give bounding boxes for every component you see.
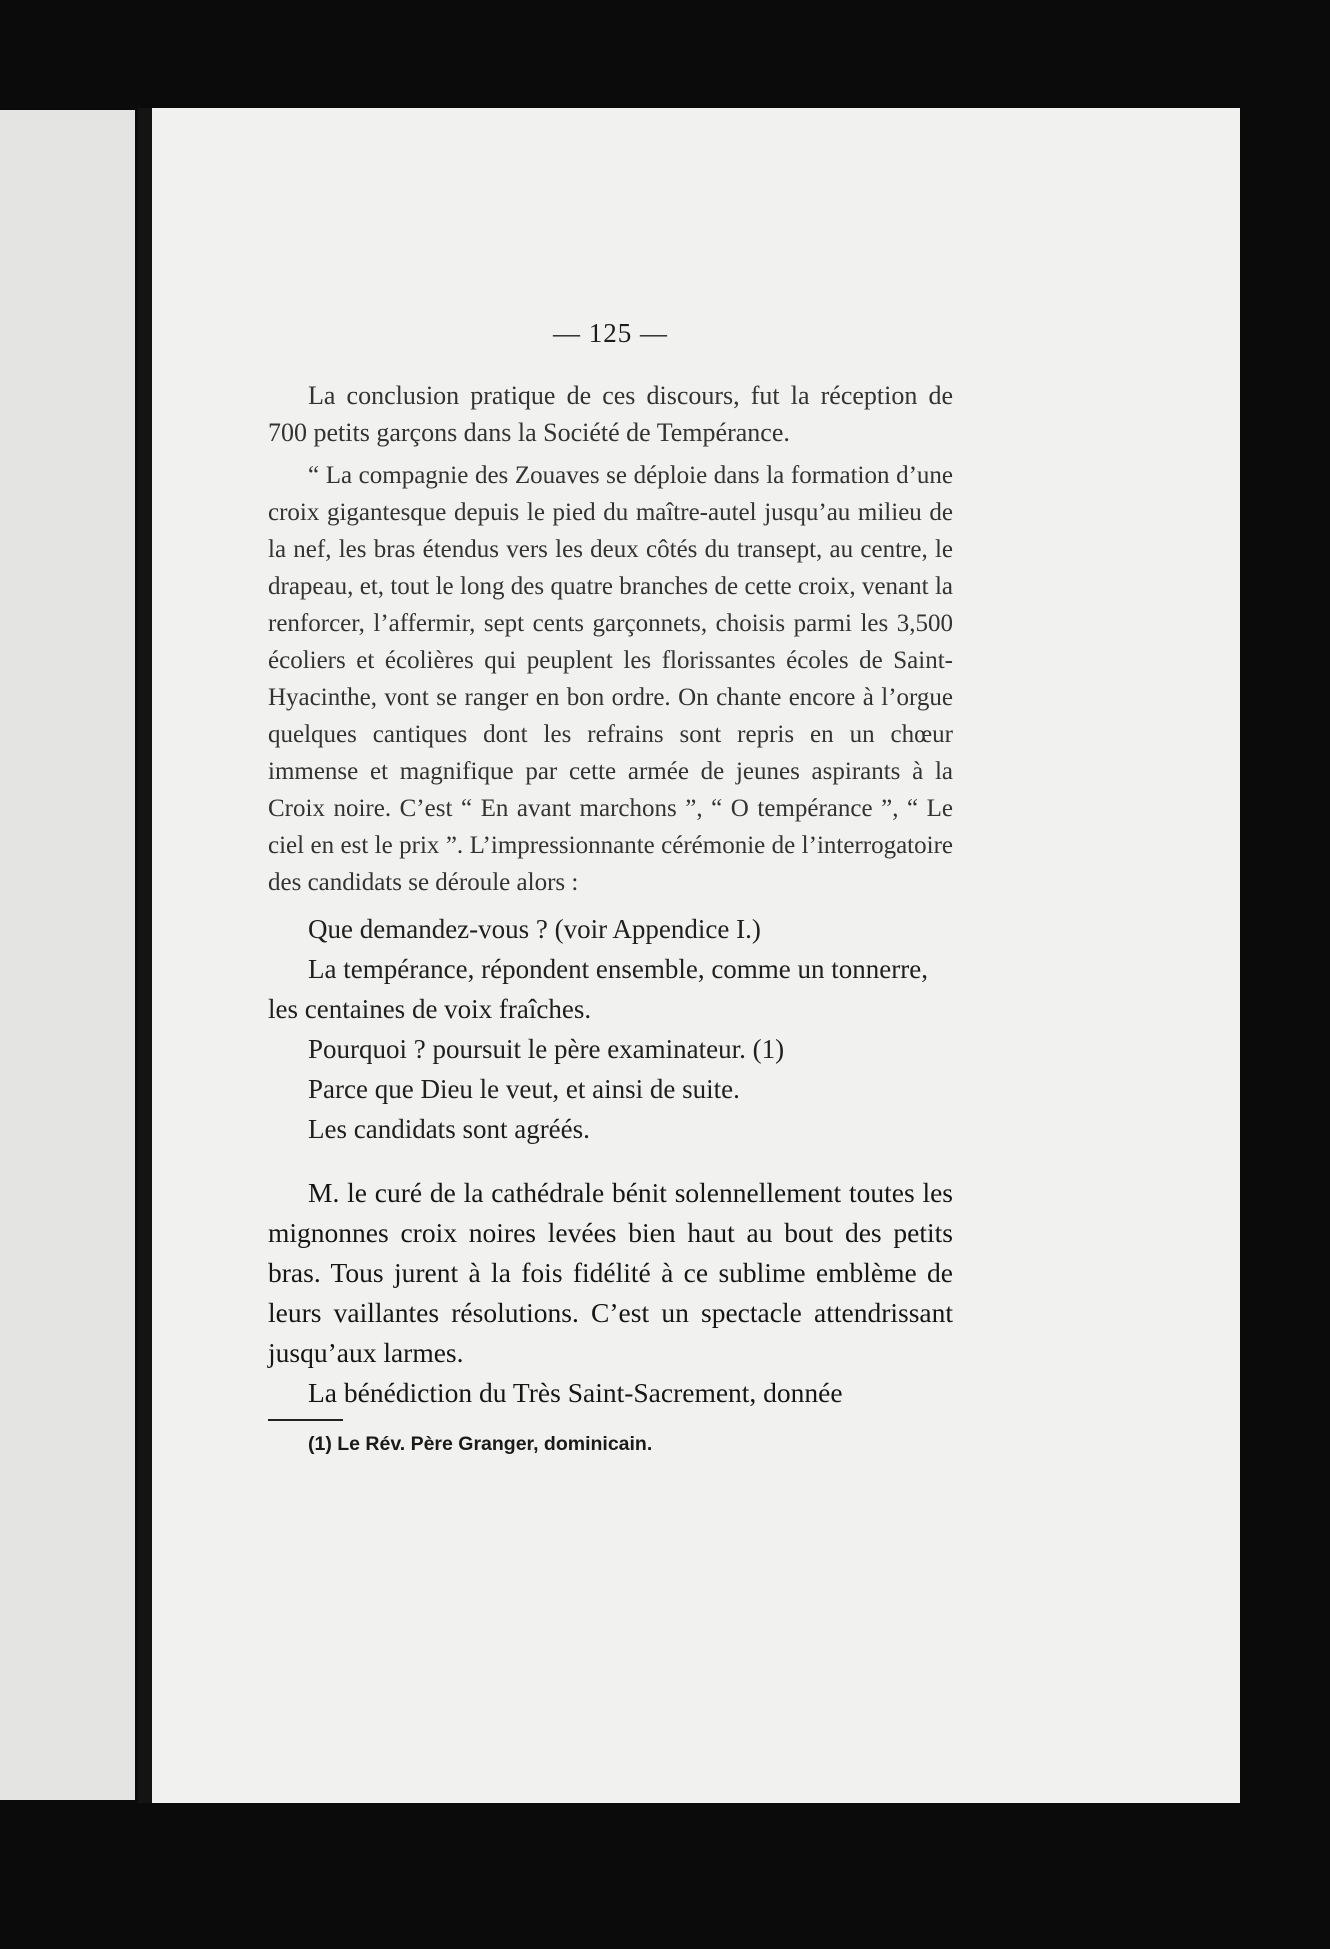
paragraph-zouaves: “ La compagnie des Zouaves se déploie dans la formation d’une croix gigantesque depuis le pied du maître-autel jusqu’au milieu de la nef, les bras étendus vers les deux côtés du transept, au centre, le drapeau, et, tout le long des quatre branches de cette croix, venant la renforcer, l’affermir, sept cents garçonnets, choisis parmi les 3,500 écoliers et écolières qui peuplent les florissantes écoles de Saint-Hyacinthe, vont se ranger en bon ordre. On chante encore à l’orgue quelques cantiques dont les refrains sont repris en un chœur immense et magnifique par cette armée de jeunes aspirants à la Croix noire. C’est “ En avant marchons ”, “ O tempérance ”, “ Le ciel en est le prix ”. L’impressionnante cérémonie de l’interrogatoire des candidats se déroule alors : <box>268 462 953 896</box>
page-number: — 125 — <box>553 318 668 348</box>
page-text <box>268 318 953 1456</box>
footnote: (1) Le Rév. Père Granger, dominicain. <box>308 1433 653 1455</box>
paragraph-benediction-cure: M. le curé de la cathédrale bénit solennellement toutes les mignonnes croix noires levées bien haut au bout des petits bras. Tous jurent à la fois fidélité à ce sublime emblème de leurs vaillantes résolutions. C’est un spectacle attendrissant jusqu’aux larmes. <box>268 1177 953 1368</box>
dialogue-line: Parce que Dieu le veut, et ainsi de suite. <box>308 1074 740 1104</box>
book-spine-shadow <box>138 108 152 1803</box>
paragraph-benediction-start: La bénédiction du Très Saint-Sacrement, donnée <box>308 1377 843 1408</box>
dialogue-line: Pourquoi ? poursuit le père examinateur. (1) <box>308 1034 785 1064</box>
adjacent-page-edge <box>0 110 135 1800</box>
dialogue-line: La tempérance, répondent ensemble, comme un tonnerre, les centaines de voix fraîches. <box>268 954 928 1024</box>
dialogue-line: Que demandez-vous ? (voir Appendice I.) <box>308 914 761 944</box>
footnote-rule <box>268 1419 343 1421</box>
dialogue-line: Les candidats sont agréés. <box>308 1114 590 1144</box>
paragraph-conclusion: La conclusion pratique de ces discours, fut la réception de 700 petits garçons dans la Société de Tempérance. <box>268 381 953 447</box>
